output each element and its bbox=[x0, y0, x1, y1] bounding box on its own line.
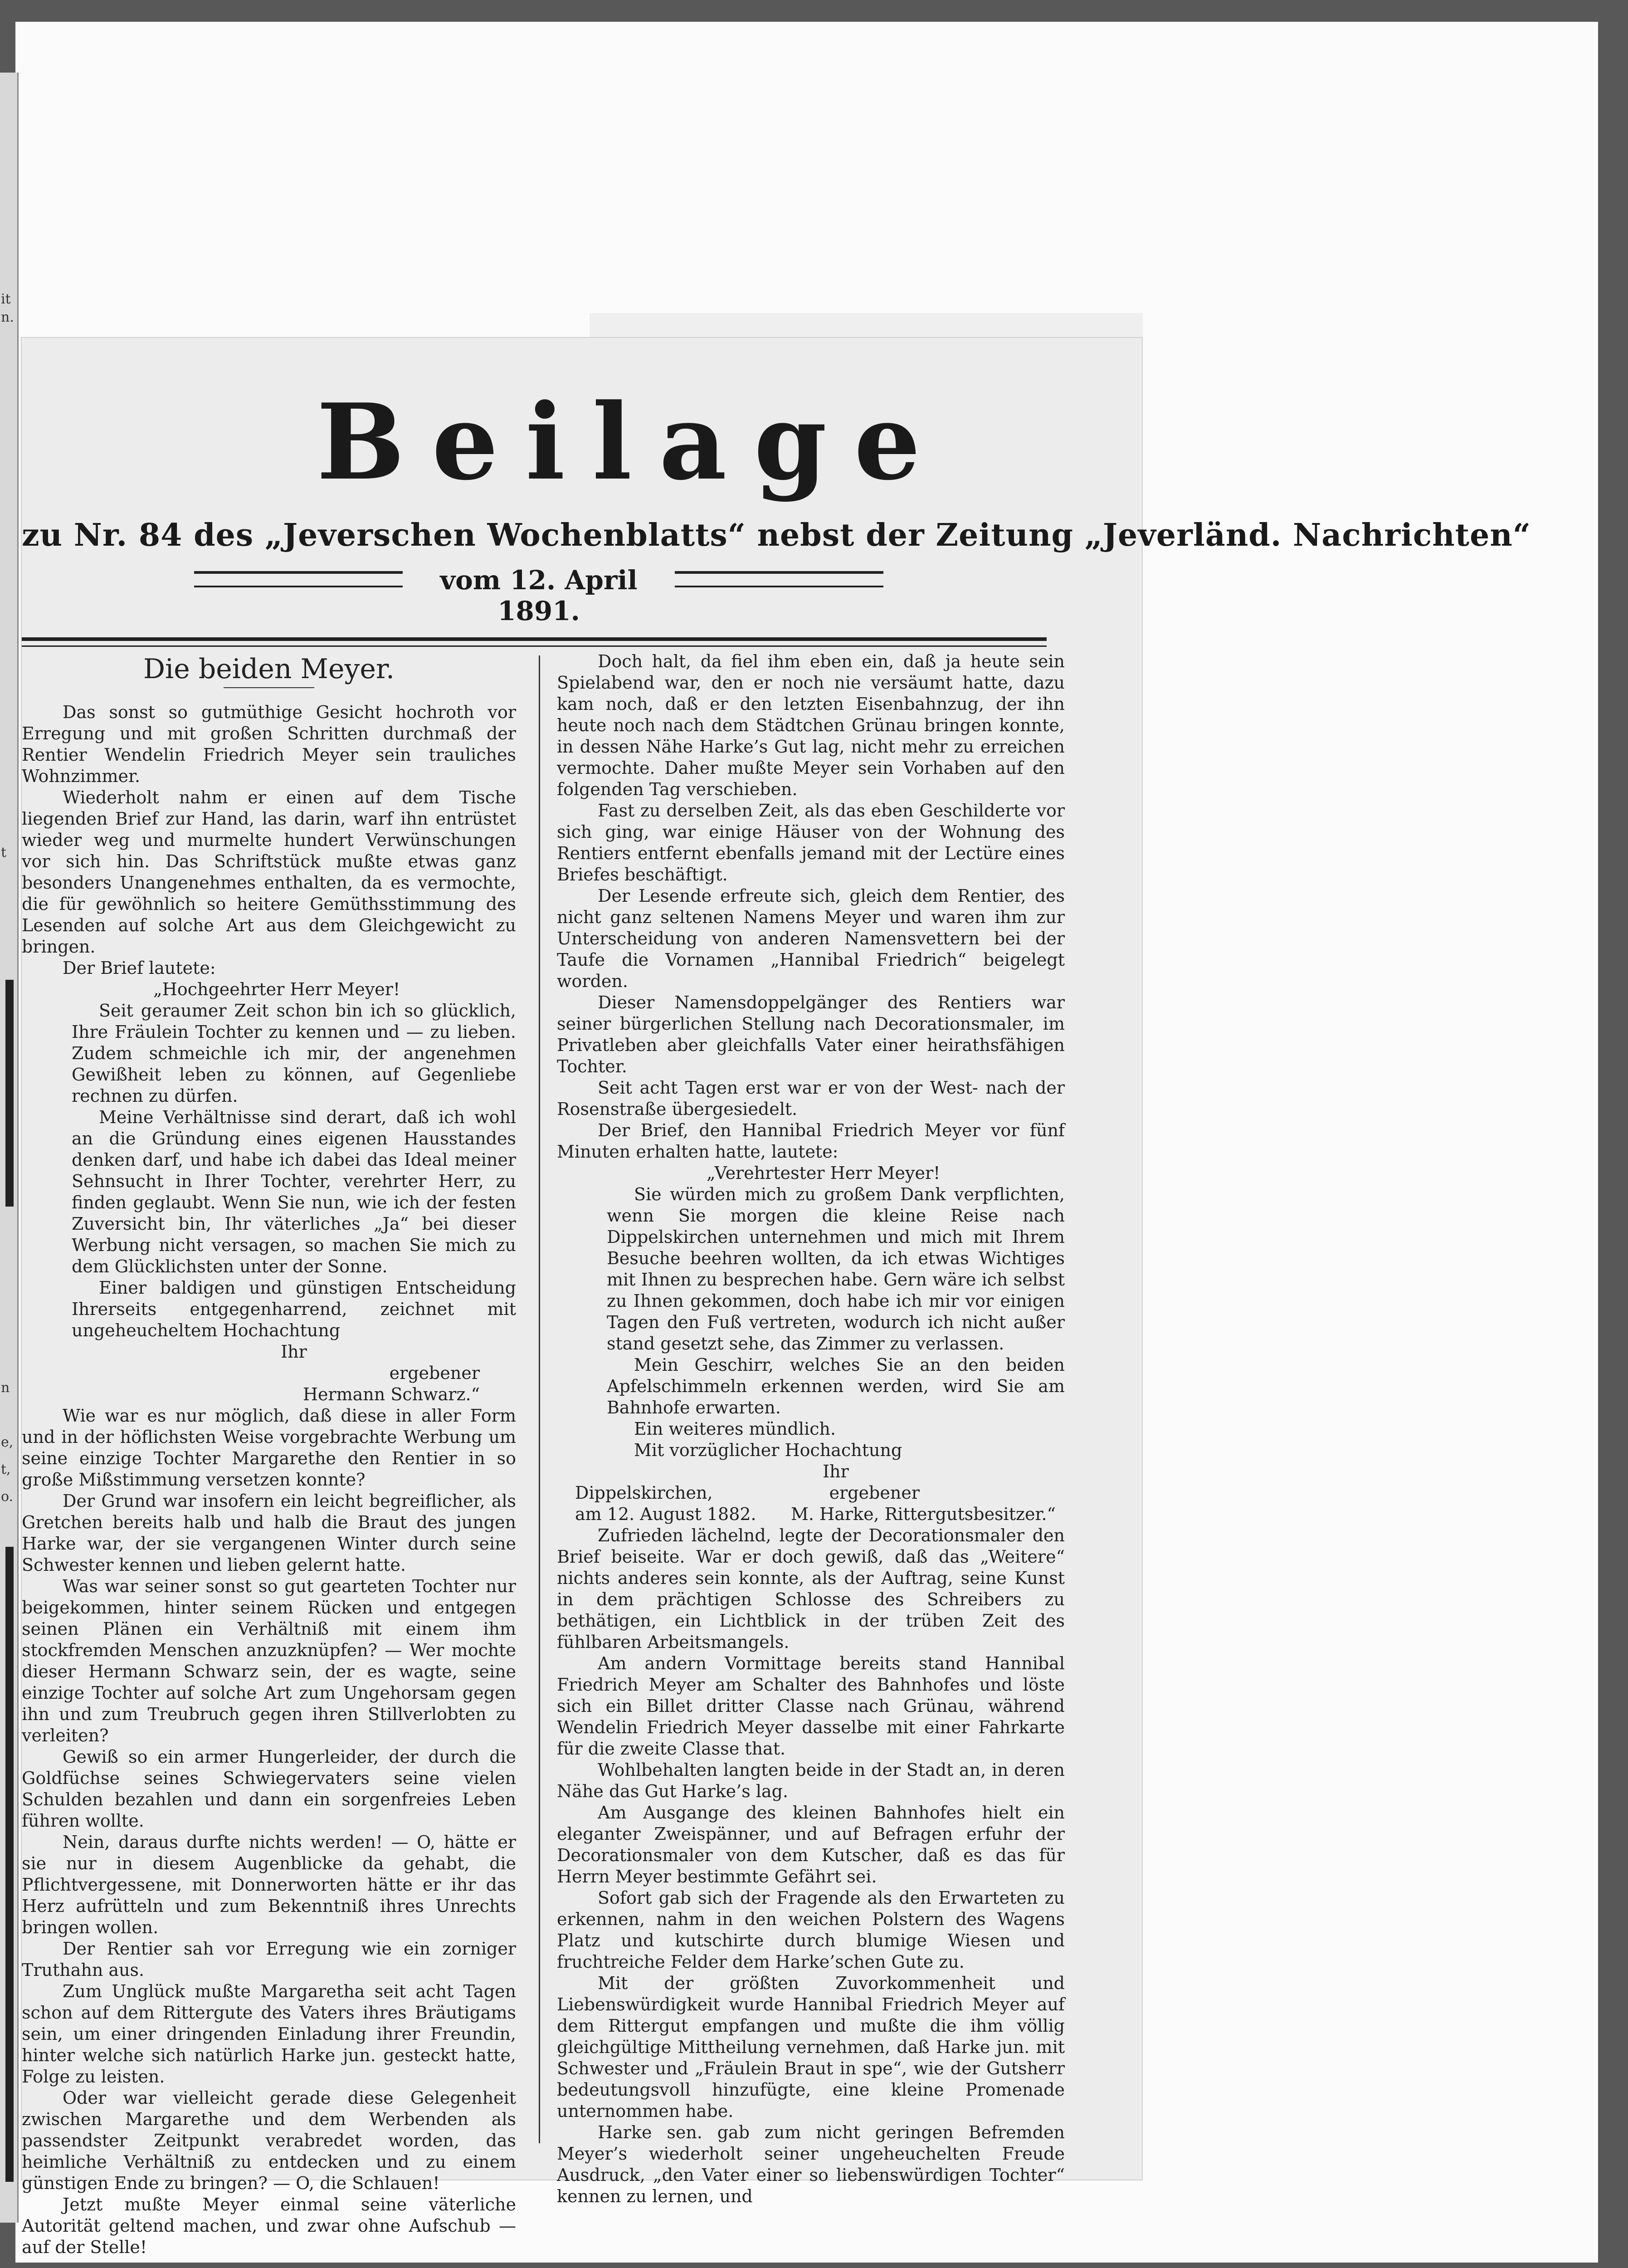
margin-fragment: t, bbox=[1, 1461, 11, 1477]
margin-fragment: t bbox=[1, 845, 7, 860]
paragraph: Mit der größten Zuvorkommenheit und Liebenswürdigkeit wurde Hannibal Friedrich Meyer auf dem Rittergut empfangen und mußte die ihm völlig gleichgültige Mittheilung vernehmen, daß Harke jun. mit Schwester und „Fräulein Braut in spe“, wie der Gutsherr bedeutungsvoll hinzufügte, eine kleine Promenade unternommen habe. bbox=[557, 1973, 1065, 2121]
header-rule bbox=[22, 645, 1047, 647]
letter-date: am 12. August 1882. bbox=[575, 1504, 756, 1524]
title-rule bbox=[224, 687, 314, 688]
paragraph: Der Rentier sah vor Erregung wie ein zorniger Truthahn aus. bbox=[22, 1939, 516, 1980]
letter-closing: Ihr bbox=[281, 1342, 307, 1362]
paragraph: Sofort gab sich der Fragende als den Erwarteten zu erkennen, nahm in den weichen Polstern des Wagens Platz und kutschirte durch blumige Wiesen und fruchtreiche Felder dem Harke’schen Gute zu. bbox=[557, 1888, 1065, 1972]
letter-closing: Ihr bbox=[823, 1461, 849, 1481]
article-title: Die beiden Meyer. bbox=[143, 653, 395, 685]
paragraph: Harke sen. gab zum nicht geringen Befremden Meyer’s wiederholt seiner ungeheuchelten Freude Ausdruck, „den Vater einer so liebenswürdigen Tochter“ kennen zu lernen, und bbox=[557, 2122, 1065, 2206]
margin-fragment: n. bbox=[1, 309, 14, 325]
paragraph: Wie war es nur möglich, daß diese in aller Form und in der höflichsten Weise vorgebrachte Werbung um seine einzige Tochter Margarethe den Rentier in so große Mißstimmung versetzen konnte? bbox=[22, 1406, 516, 1490]
letter bbox=[22, 979, 516, 1405]
rule bbox=[194, 586, 403, 587]
paragraph: Seit acht Tagen erst war er von der West- nach der Rosenstraße übergesiedelt. bbox=[557, 1078, 1065, 1119]
letter-paragraph: Einer baldigen und günstigen Entscheidung Ihrerseits entgegenharrend, zeichnet mit ungeheucheltem Hochachtung bbox=[72, 1278, 516, 1340]
margin-fragment: it bbox=[1, 291, 11, 307]
paragraph: Zufrieden lächelnd, legte der Decorationsmaler den Brief beiseite. War er doch gewiß, daß das „Weitere“ nichts anderes sein konnte, als der Auftrag, seine Kunst in dem prächtigen Schlosse des Schreibers zu bethätigen, ein Lichtblick in der trüben Zeit des fühlbaren Arbeitsmangels. bbox=[557, 1525, 1065, 1652]
masthead-title: Beilage bbox=[317, 381, 948, 503]
paragraph: Der Grund war insofern ein leicht begreiflicher, als Gretchen bereits halb und halb die Braut des jungen Harke war, der sie vergangenen Winter durch seine Schwester kennen und lieben gelernt hatte. bbox=[22, 1491, 516, 1575]
paragraph: Das sonst so gutmüthige Gesicht hochroth vor Erregung und mit großen Schritten durchmaß der Rentier Wendelin Friedrich Meyer sein trauliches Wohnzimmer. bbox=[22, 702, 516, 786]
letter-footer bbox=[557, 1482, 1065, 1504]
letter-paragraph: Seit geraumer Zeit schon bin ich so glücklich, Ihre Fräulein Tochter zu kennen und — zu lieben. Zudem schmeichle ich mir, der angenehmen Gewißheit leben zu können, auf Gegenliebe rechnen zu dürfen. bbox=[72, 1001, 516, 1106]
adjacent-page-strip bbox=[0, 73, 19, 2223]
rule bbox=[675, 571, 883, 574]
rule bbox=[194, 571, 403, 574]
paragraph: Der Brief, den Hannibal Friedrich Meyer vor fünf Minuten erhalten hatte, lautete: bbox=[557, 1120, 1065, 1162]
paragraph: Der Lesende erfreute sich, gleich dem Rentier, des nicht ganz seltenen Namens Meyer und waren ihm zur Unterscheidung von anderen Namensvettern bei der Taufe die Vornamen „Hannibal Friedrich“ beigelegt worden. bbox=[557, 886, 1065, 991]
paragraph: Der Brief lautete: bbox=[63, 958, 216, 978]
column-right bbox=[557, 651, 1065, 2207]
rule bbox=[675, 586, 883, 587]
paragraph: Jetzt mußte Meyer einmal seine väterliche Autorität geltend machen, und zwar ohne Aufschub — auf der Stelle! bbox=[22, 2195, 516, 2257]
edge-bar bbox=[5, 980, 14, 1207]
paragraph: Was war seiner sonst so gut gearteten Tochter nur beigekommen, hinter seinem Rücken und entgegen seinen Plänen ein Verhältniß mit einem ihm stockfremden Menschen anzuzknüpfen? — Wer mochte dieser Hermann Schwarz sein, der es wagte, seine einzige Tochter auf solche Art zum Ungehorsam gegen ihn und zum Treubruch gegen ihren Stillverlobten zu verleiten? bbox=[22, 1576, 516, 1745]
margin-fragment: e, bbox=[1, 1434, 14, 1450]
letter-closing: ergebener bbox=[389, 1363, 480, 1383]
letter-closing: ergebener bbox=[829, 1483, 920, 1503]
letter bbox=[557, 1163, 1065, 1482]
paragraph: Gewiß so ein armer Hungerleider, der durch die Goldfüchse seines Schwiegervaters seine vielen Schulden bezahlen und dann ein sorgenfreies Leben führen wollte. bbox=[22, 1747, 516, 1831]
paragraph: Zum Unglück mußte Margaretha seit acht Tagen schon auf dem Rittergute des Vaters ihres Bräutigams sein, um einer dringenden Einladung ihrer Freundin, hinter welche sich natürlich Harke jun. gesteckt hatte, Folge zu leisten. bbox=[22, 1981, 516, 2087]
edge-bar bbox=[5, 1547, 14, 2182]
newspaper-page bbox=[22, 338, 1531, 2257]
paragraph: Am andern Vormittage bereits stand Hannibal Friedrich Meyer am Schalter des Bahnhofes und löste sich ein Billet dritter Classe nach Grünau, während Wendelin Friedrich Meyer dasselbe mit einer Fahrkarte für die zweite Classe that. bbox=[557, 1653, 1065, 1759]
paragraph: Am Ausgange des kleinen Bahnhofes hielt ein eleganter Zweispänner, und auf Befragen erfuhr der Decorationsmaler von dem Kutscher, daß es das für Herrn Meyer bestimmte Gefährt sei. bbox=[557, 1803, 1065, 1887]
margin-fragment: o. bbox=[1, 1489, 14, 1505]
paragraph: Fast zu derselben Zeit, als das eben Geschilderte vor sich ging, war einige Häuser von der Wohnung des Rentiers entfernt ebenfalls jemand mit der Lectüre eines Briefes beschäftigt. bbox=[557, 801, 1065, 885]
letter-paragraph: Mein Geschirr, welches Sie an den beiden Apfelschimmeln erkennen werden, wird Sie am Bahnhofe erwarten. bbox=[607, 1355, 1065, 1418]
column-left bbox=[22, 651, 516, 2258]
paragraph: Dieser Namensdoppelgänger des Rentiers war seiner bürgerlichen Stellung nach Decorationsmaler, im Privatleben aber gleichfalls Vater einer heirathsfähigen Tochter. bbox=[557, 992, 1065, 1076]
paragraph: Oder war vielleicht gerade diese Gelegenheit zwischen Margarethe und dem Werbenden als passendster Zeitpunkt verabredet worden, das heimliche Verhältniß zu entdecken und zu einem günstigen Ende zu bringen? — O, die Schlauen! bbox=[22, 2088, 516, 2193]
letter-salutation: „Hochgeehrter Herr Meyer! bbox=[153, 979, 400, 999]
letter-paragraph: Meine Verhältnisse sind derart, daß ich wohl an die Gründung eines eigenen Hausstandes denken darf, und habe ich dabei das Ideal meiner Sehnsucht in Ihrer Tochter, verehrter Herr, zu finden geglaubt. Wenn Sie nun, wie ich der festen Zuversicht bin, Ihr väterliches „Ja“ bei dieser Werbung nicht versagen, so machen Sie mich zu dem Glücklichsten unter der Sonne. bbox=[72, 1107, 516, 1276]
column-divider bbox=[539, 655, 540, 2143]
issue-date: vom 12. April 1891. bbox=[440, 565, 638, 626]
letter-place: Dippelskirchen, bbox=[575, 1483, 713, 1503]
letter-paragraph: Mit vorzüglicher Hochachtung bbox=[634, 1440, 902, 1460]
masthead-dateline bbox=[194, 565, 883, 626]
paragraph: Doch halt, da fiel ihm eben ein, daß ja heute sein Spielabend war, den er noch nie versäumt hatte, dazu kam noch, daß er den letzten Eisenbahnzug, der ihn heute noch nach dem Städtchen Grünau bringen konnte, in dessen Nähe Harke’s Gut lag, nicht mehr zu erreichen vermochte. Daher mußte Meyer sein Vorhaben auf den folgenden Tag verschieben. bbox=[557, 651, 1065, 799]
masthead-subtitle: zu Nr. 84 des „Jeverschen Wochenblatts“ nebst der Zeitung „Jeverländ. Nachrichten“ bbox=[22, 517, 1531, 553]
paragraph: Wohlbehalten langten beide in der Stadt an, in deren Nähe das Gut Harke’s lag. bbox=[557, 1760, 1065, 1801]
letter-signature: Hermann Schwarz.“ bbox=[302, 1384, 480, 1404]
margin-fragment: n bbox=[1, 1380, 10, 1396]
letter-paragraph: Sie würden mich zu großem Dank verpflichten, wenn Sie morgen die kleine Reise nach Dippelskirchen unternehmen und mich mit Ihrem Besuche beehren wollten, da ich etwas Wichtiges mit Ihnen zu besprechen habe. Gern wäre ich selbst zu Ihnen gekommen, doch habe ich mir vor einigen Tagen den Fuß vertreten, wodurch ich nicht außer stand gesetzt sehe, das Zimmer zu verlassen. bbox=[607, 1184, 1065, 1354]
letter-paragraph: Ein weiteres mündlich. bbox=[634, 1419, 836, 1439]
paragraph: Wiederholt nahm er einen auf dem Tische liegenden Brief zur Hand, las darin, warf ihn entrüstet wieder weg und murmelte hundert Verwünschungen vor sich hin. Das Schriftstück mußte etwas ganz besonders Unangenehmes enthalten, da es vermochte, die für gewöhnlich so heitere Gemüthsstimmung des Lesenden auf solche Art aus dem Gleichgewicht zu bringen. bbox=[22, 787, 516, 957]
header-rule bbox=[22, 637, 1047, 641]
letter-salutation: „Verehrtester Herr Meyer! bbox=[707, 1163, 941, 1183]
letter-signature: M. Harke, Rittergutsbesitzer.“ bbox=[791, 1504, 1056, 1524]
letter-footer bbox=[557, 1504, 1065, 1525]
paragraph: Nein, daraus durfte nichts werden! — O, hätte er sie nur in diesem Augenblicke da gehabt, die Pflichtvergessene, mit Donnerworten hätte er ihr das Herz aufrütteln und zum Bekenntniß ihres Unrechts bringen wollen. bbox=[22, 1832, 516, 1937]
